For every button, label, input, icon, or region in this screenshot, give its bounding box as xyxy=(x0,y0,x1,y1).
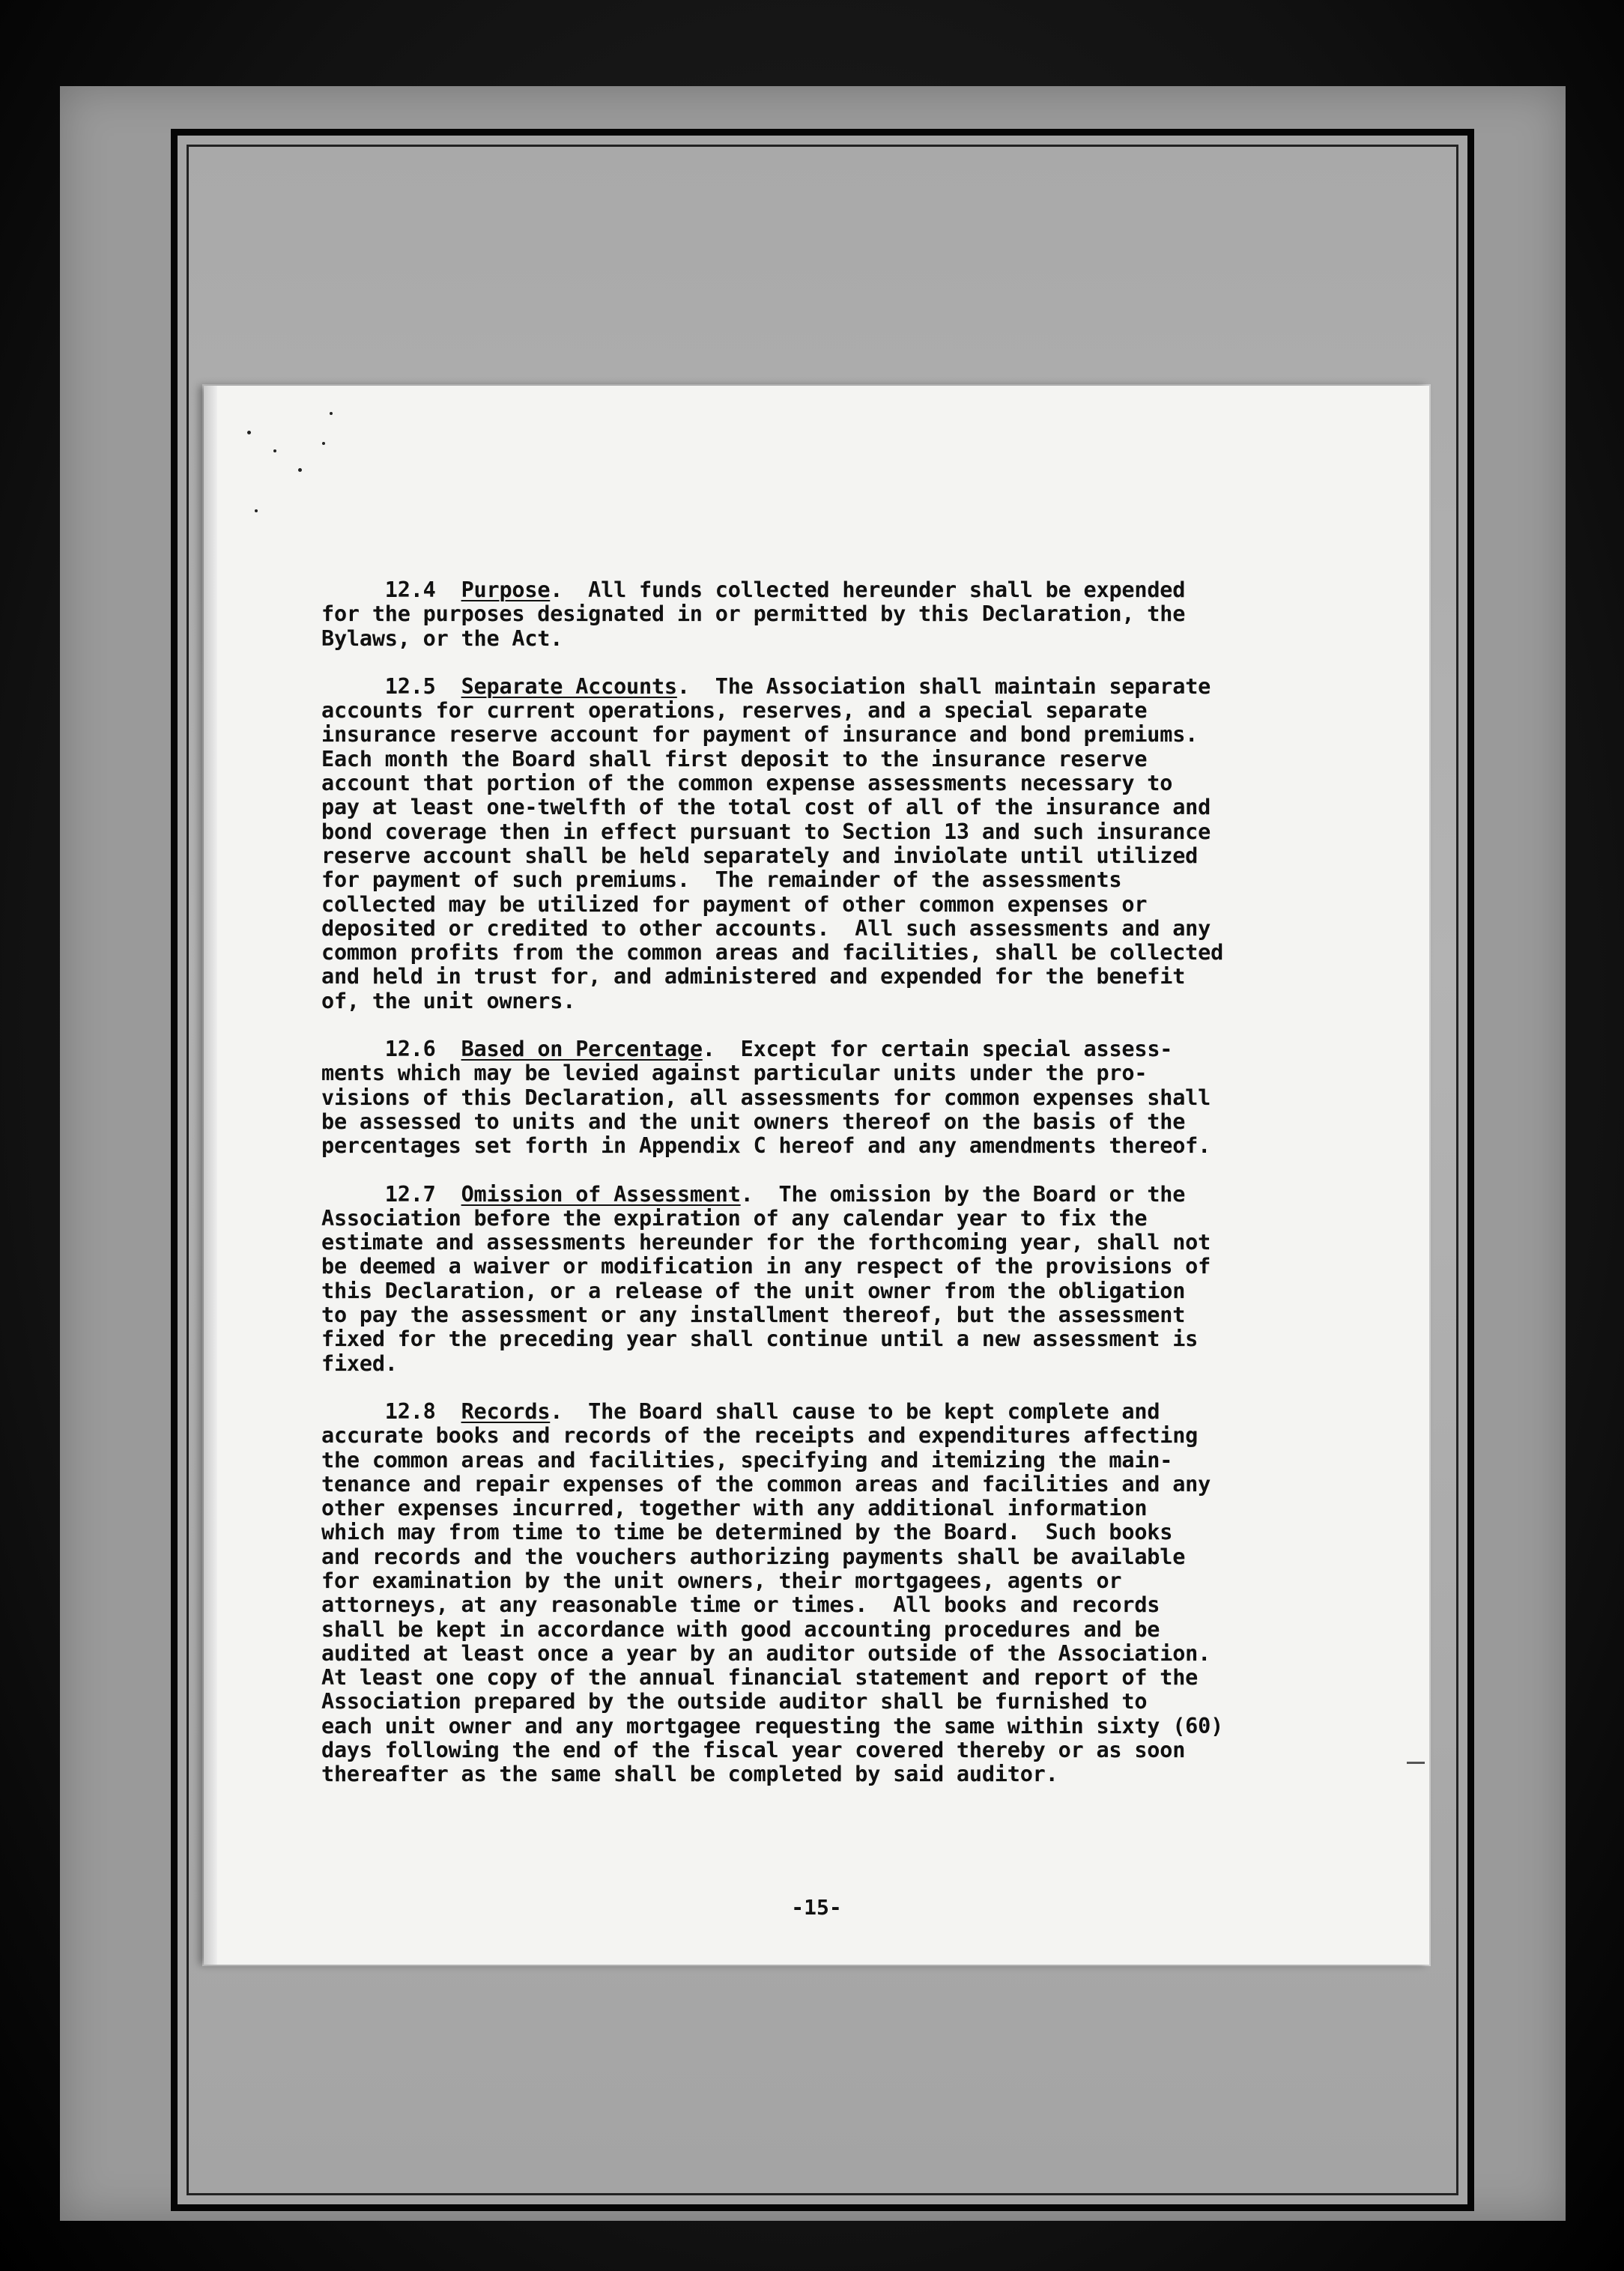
body-line: and held in trust for, and administered and expended for the benefit xyxy=(321,964,1186,989)
page-number: -15- xyxy=(791,1895,842,1920)
section-12-4 xyxy=(321,578,1385,651)
body-line: be deemed a waiver or modification in any respect of the provisions of xyxy=(321,1254,1211,1279)
body-line: the common areas and facilities, specifying and itemizing the main- xyxy=(321,1447,1173,1473)
dust-speck xyxy=(298,468,302,472)
body-line: Each month the Board shall first deposit to the insurance reserve xyxy=(321,746,1148,771)
section-heading: Records xyxy=(461,1398,551,1424)
section-12-8 xyxy=(321,1400,1385,1787)
body-line: which may from time to time be determined by the Board. Such books xyxy=(321,1520,1173,1545)
body-line: estimate and assessments hereunder for the forthcoming year, shall not xyxy=(321,1230,1211,1255)
section-heading: Based on Percentage xyxy=(461,1037,703,1062)
body-line: shall be kept in accordance with good accounting procedures and be xyxy=(321,1616,1160,1642)
section-first-line: 12.8 Records. The Board shall cause to be kept complete and xyxy=(384,1398,1160,1424)
body-line: days following the end of the fiscal year covered thereby or as soon xyxy=(321,1738,1186,1763)
body-line: attorneys, at any reasonable time or times. All books and records xyxy=(321,1592,1160,1618)
body-line: The Association shall maintain separate xyxy=(715,673,1211,699)
body-line: thereafter as the same shall be completed by said auditor. xyxy=(321,1762,1058,1787)
section-number: 12.8 xyxy=(384,1398,436,1424)
body-line: percentages set forth in Appendix C hereof and any amendments thereof. xyxy=(321,1133,1211,1159)
body-line: visions of this Declaration, all assessments for common expenses shall xyxy=(321,1085,1211,1110)
body-line: audited at least once a year by an auditor outside of the Association. xyxy=(321,1640,1211,1666)
margin-dash-mark xyxy=(1407,1762,1425,1764)
body-line: accounts for current operations, reserves, and a special separate xyxy=(321,698,1148,724)
body-line: fixed for the preceding year shall continue until a new assessment is xyxy=(321,1326,1199,1352)
document-page xyxy=(204,386,1429,1965)
body-line: this Declaration, or a release of the unit owner from the obligation xyxy=(321,1278,1186,1303)
section-12-5 xyxy=(321,675,1385,1013)
body-line: pay at least one-twelfth of the total cost of all of the insurance and xyxy=(321,795,1211,820)
section-first-line: 12.6 Based on Percentage. Except for certain special assess- xyxy=(384,1037,1173,1062)
body-line: accurate books and records of the receipts and expenditures affecting xyxy=(321,1423,1199,1449)
document-body xyxy=(321,578,1385,1811)
section-12-7 xyxy=(321,1183,1385,1376)
body-line: bond coverage then in effect pursuant to Section 13 and such insurance xyxy=(321,819,1211,844)
page-edge-shadow xyxy=(204,386,217,1965)
body-line: fixed. xyxy=(321,1350,398,1376)
dust-speck xyxy=(273,449,276,452)
body-line: common profits from the common areas and facilities, shall be collected xyxy=(321,940,1224,965)
body-line: Bylaws, or the Act. xyxy=(321,625,563,651)
section-12-6 xyxy=(321,1037,1385,1158)
section-number: 12.4 xyxy=(384,577,436,602)
body-line: reserve account shall be held separately and inviolate until utilized xyxy=(321,843,1199,868)
section-heading: Omission of Assessment xyxy=(461,1181,741,1207)
section-first-line: 12.4 Purpose. All funds collected hereunder shall be expended xyxy=(384,577,1186,602)
body-line: each unit owner and any mortgagee requesting the same within sixty (60) xyxy=(321,1713,1224,1738)
body-line: account that portion of the common expense assessments necessary to xyxy=(321,771,1173,796)
body-line: for examination by the unit owners, their mortgagees, agents or xyxy=(321,1568,1122,1593)
body-line: Association before the expiration of any calendar year to fix the xyxy=(321,1205,1148,1231)
section-number: 12.6 xyxy=(384,1037,436,1062)
body-line: insurance reserve account for payment of insurance and bond premiums. xyxy=(321,722,1199,748)
body-line: The omission by the Board or the xyxy=(778,1181,1186,1207)
section-first-line: 12.7 Omission of Assessment. The omission by the Board or the xyxy=(384,1181,1186,1207)
section-number: 12.5 xyxy=(384,673,436,699)
body-line: collected may be utilized for payment of other common expenses or xyxy=(321,891,1148,917)
section-heading: Purpose xyxy=(461,577,551,602)
dust-speck xyxy=(330,412,333,415)
body-line: and records and the vouchers authorizing payments shall be available xyxy=(321,1544,1186,1569)
body-line: deposited or credited to other accounts. All such assessments and any xyxy=(321,915,1211,941)
body-line: to pay the assessment or any installment thereof, but the assessment xyxy=(321,1303,1186,1328)
body-line: The Board shall cause to be kept complete and xyxy=(588,1398,1160,1424)
dust-speck xyxy=(322,442,325,445)
body-line: of, the unit owners. xyxy=(321,988,576,1013)
body-line: for the purposes designated in or permitted by this Declaration, the xyxy=(321,601,1186,627)
body-line: All funds collected hereunder shall be expended xyxy=(588,577,1186,602)
body-line: Except for certain special assess- xyxy=(740,1037,1173,1062)
body-line: Association prepared by the outside auditor shall be furnished to xyxy=(321,1689,1148,1714)
body-line: be assessed to units and the unit owners thereof on the basis of the xyxy=(321,1109,1186,1134)
body-line: At least one copy of the annual financial statement and report of the xyxy=(321,1665,1199,1691)
section-first-line: 12.5 Separate Accounts. The Association shall maintain separate xyxy=(384,673,1211,699)
body-line: tenance and repair expenses of the common areas and facilities and any xyxy=(321,1471,1211,1497)
body-line: for payment of such premiums. The remainder of the assessments xyxy=(321,867,1122,893)
dust-speck xyxy=(255,509,258,512)
body-line: other expenses incurred, together with any additional information xyxy=(321,1496,1148,1521)
dust-speck xyxy=(247,431,251,434)
section-heading: Separate Accounts xyxy=(461,673,677,699)
section-number: 12.7 xyxy=(384,1181,436,1207)
body-line: ments which may be levied against particular units under the pro- xyxy=(321,1061,1148,1086)
